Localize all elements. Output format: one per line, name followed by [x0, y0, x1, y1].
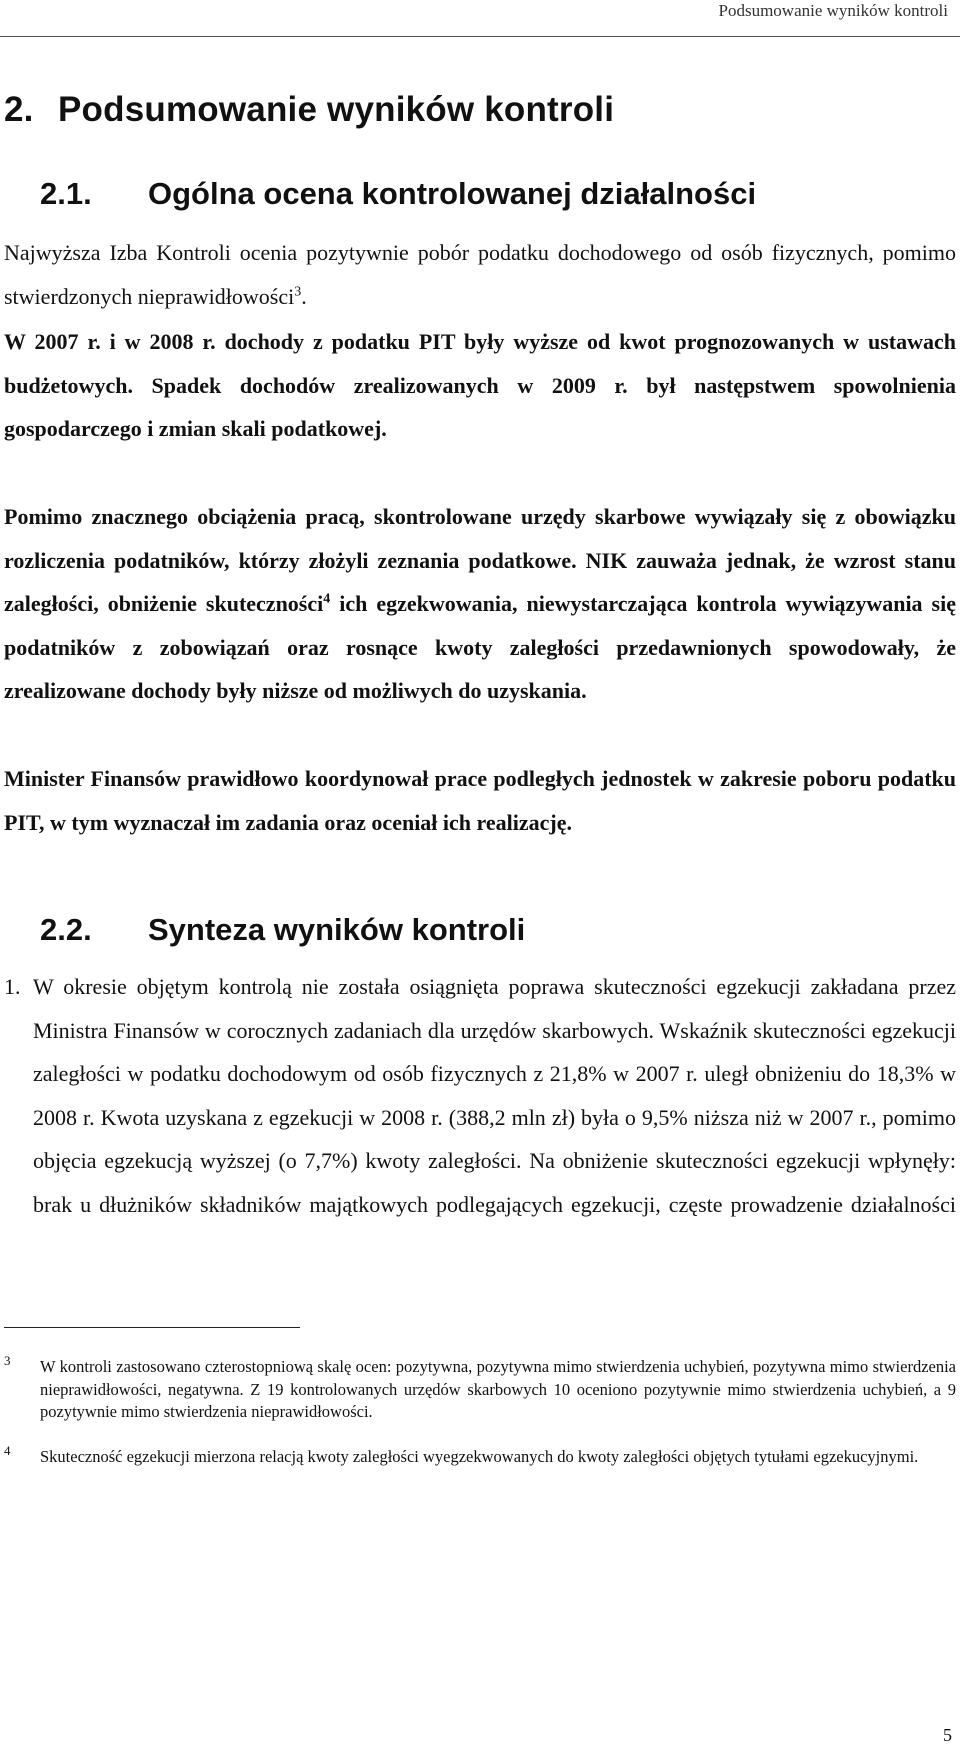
subsection-title: Synteza wyników kontroli	[148, 912, 526, 947]
section-number: 2.	[4, 90, 34, 129]
footnote-reference-3[interactable]: 3	[294, 284, 302, 300]
paragraph-text-end: .	[301, 283, 307, 309]
footnote-3	[4, 1353, 956, 1424]
paragraph-text: Najwyższa Izba Kontroli ocenia pozytywnie pobór podatku dochodowego od osób fizycznych, pomimo stwierdzonych nieprawidłowości	[4, 240, 956, 309]
paragraph-pit-revenue	[4, 320, 956, 451]
paragraph-text: Pomimo znacznego obciążenia pracą, skontrolowane urzędy skarbowe wywiązały się z obowiązku rozliczenia podatników, którzy złożyli zeznania podatkowe. NIK zauważa jednak, że wzrost stanu zaległości, obniżenie skuteczności	[4, 504, 956, 616]
section-title: Podsumowanie wyników kontroli	[58, 90, 615, 129]
header-divider	[0, 36, 960, 37]
subsection-heading-overall-assessment	[40, 177, 756, 211]
page-number: 5	[943, 1725, 952, 1745]
paragraph-overall-assessment	[4, 231, 956, 318]
footnote-text: Skuteczność egzekucji mierzona relacją kwoty zaległości wyegzekwowanych do kwoty zaległości objętych tytułami egzekucyjnymi.	[40, 1447, 919, 1466]
paragraph-text: W 2007 r. i w 2008 r. dochody z podatku PIT były wyższe od kwot prognozowanych w ustawach budżetowych. Spadek dochodów zrealizowanych w 2009 r. był następstwem spowolnienia gospodarczego i zmian skali podatkowej.	[4, 329, 956, 441]
footnote-reference-4[interactable]: 4	[323, 591, 331, 607]
footnote-number: 3	[4, 1353, 11, 1368]
footnote-text: W kontroli zastosowano czterostopniową skalę ocen: pozytywna, pozytywna mimo stwierdzenia uchybień, pozytywna mimo stwierdzenia nieprawidłowości, negatywna. Z 19 kontrolowanych urzędów skarbowych 10 oceniono pozytywnie mimo stwierdzenia uchybień, a 9 pozytywnie mimo stwierdzenia nieprawidłowości.	[40, 1357, 956, 1421]
subsection-title: Ogólna ocena kontrolowanej działalności	[148, 176, 757, 211]
paragraph-text: Minister Finansów prawidłowo koordynował prace podległych jednostek w zakresie poboru podatku PIT, w tym wyznaczał im zadania oraz oceniał ich realizację.	[4, 766, 956, 835]
list-item	[4, 965, 956, 1226]
footnote-number: 4	[4, 1443, 11, 1458]
paragraph-tax-offices	[4, 495, 956, 713]
running-header: Podsumowanie wyników kontroli	[718, 1, 948, 20]
subsection-number: 2.1.	[40, 176, 92, 211]
list-item-number: 1.	[4, 974, 21, 999]
footnote-divider	[4, 1327, 300, 1328]
footnote-4	[4, 1443, 956, 1469]
paragraph-text-continued: ich egzekwowania, niewystarczająca kontrola wywiązywania się podatników z zobowiązań oraz rosnące kwoty zaległości przedawnionych spowodowały, że zrealizowane dochody były niższe od możliwych do uzyskania.	[4, 591, 956, 703]
section-heading	[4, 91, 614, 130]
list-item-text: W okresie objętym kontrolą nie została osiągnięta poprawa skuteczności egzekucji zakładana przez Ministra Finansów w corocznych zadaniach dla urzędów skarbowych. Wskaźnik skuteczności egzekucji zaległości w podatku dochodowym od osób fizycznych z 21,8% w 2007 r. uległ obniżeniu do 18,3% w 2008 r. Kwota uzyskana z egzekucji w 2008 r. (388,2 mln zł) była o 9,5% niższa niż w 2007 r., pomimo objęcia egzekucją wyższej (o 7,7%) kwoty zaległości. Na obniżenie skuteczności egzekucji wpłynęły: brak u dłużników składników majątkowych podlegających egzekucji, częste prowadzenie działalności	[33, 974, 956, 1217]
subsection-heading-synthesis	[40, 913, 525, 947]
subsection-number: 2.2.	[40, 912, 92, 947]
paragraph-minister-finance	[4, 757, 956, 844]
